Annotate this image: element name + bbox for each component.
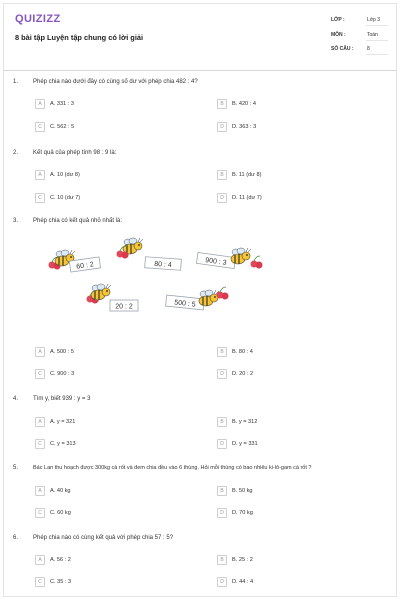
question-text: Phép chia có kết quả nhỏ nhất là: <box>33 218 123 224</box>
option-text: B. 80 : 4 <box>232 348 253 355</box>
option-letter-box: C <box>35 122 45 132</box>
meta-underline <box>366 40 388 41</box>
option-a[interactable] <box>35 346 74 357</box>
meta-label-count: SỐ CÂU : <box>331 46 354 52</box>
option-text: B. y = 312 <box>232 418 258 425</box>
option-d[interactable] <box>217 438 258 449</box>
question-number: 6. <box>13 535 19 541</box>
option-letter-box: B <box>217 555 227 565</box>
meta-value-class: Lớp 3 <box>367 17 381 23</box>
option-letter-box: A <box>35 347 45 357</box>
option-text: A. 331 : 3 <box>50 100 74 107</box>
option-b[interactable] <box>217 485 253 496</box>
card-expression: 900 : 3 <box>204 257 227 267</box>
option-text: D. 11 (dư 7) <box>232 194 262 201</box>
option-letter-box: A <box>35 99 45 109</box>
option-b[interactable] <box>217 346 253 357</box>
option-letter-box: A <box>35 486 45 496</box>
meta-value-subject: Toán <box>367 32 378 38</box>
option-letter-box: B <box>217 170 227 180</box>
meta-label-subject: MÔN : <box>331 32 346 38</box>
option-b[interactable] <box>217 416 257 427</box>
question-text: Phép chia nào có cùng kết quả với phép chia 57 : 5? <box>33 535 174 541</box>
option-text: A. 500 : 5 <box>50 348 74 355</box>
option-a[interactable] <box>35 98 74 109</box>
option-text: D. 20 : 2 <box>232 370 254 377</box>
option-d[interactable] <box>217 576 253 587</box>
option-text: C. y = 313 <box>50 440 76 447</box>
option-text: B. 420 : 4 <box>232 100 256 107</box>
option-d[interactable] <box>217 368 253 379</box>
card-expression: 500 : 5 <box>173 299 196 309</box>
bee-card-2 <box>117 238 182 270</box>
option-text: C. 900 : 3 <box>50 370 75 377</box>
option-a[interactable] <box>35 169 80 180</box>
option-letter-box: D <box>217 122 227 132</box>
meta-label-class: LỚP : <box>331 17 345 23</box>
option-text: D. 70 kg <box>232 509 253 516</box>
option-c[interactable] <box>35 368 74 379</box>
meta-underline <box>366 25 388 26</box>
question-number: 1. <box>13 79 19 85</box>
bee-card-5 <box>166 287 229 310</box>
option-letter-box: B <box>217 417 227 427</box>
bee-card-4 <box>87 284 139 311</box>
question-text: Bác Lan thu hoạch được 300kg cà rốt và đem chia đều vào 6 thùng. Hỏi mỗi thùng có bao nhiêu ki-lô-gam cà rốt ? <box>33 465 312 471</box>
option-text: B. 11 (dư 8) <box>232 171 262 178</box>
option-letter-box: B <box>217 486 227 496</box>
option-text: A. 40 kg <box>50 487 71 494</box>
option-c[interactable] <box>35 121 74 132</box>
option-letter-box: D <box>217 508 227 518</box>
question-text: Tìm y, biết 939 : y = 3 <box>33 396 91 402</box>
question-text: Phép chia nào dưới đây có cùng số dư với phép chia 482 : 4? <box>33 79 198 85</box>
card-expression: 20 : 2 <box>115 303 133 311</box>
option-text: D. 44 : 4 <box>232 578 254 585</box>
option-letter-box: D <box>217 439 227 449</box>
option-letter-box: C <box>35 577 45 587</box>
option-letter-box: A <box>35 417 45 427</box>
option-text: C. 562 : 5 <box>50 123 75 130</box>
option-text: A. 56 : 2 <box>50 556 71 563</box>
option-text: B. 25 : 2 <box>232 556 253 563</box>
option-b[interactable] <box>217 169 261 180</box>
option-letter-box: C <box>35 439 45 449</box>
option-c[interactable] <box>35 438 76 449</box>
question-illustration <box>40 235 270 325</box>
meta-value-count: 8 <box>367 46 370 52</box>
question-number: 4. <box>13 396 19 402</box>
option-letter-box: D <box>217 577 227 587</box>
question-number: 2. <box>13 150 19 156</box>
option-a[interactable] <box>35 416 75 427</box>
option-d[interactable] <box>217 121 256 132</box>
option-b[interactable] <box>217 554 253 565</box>
option-letter-box: C <box>35 193 45 203</box>
question-number: 3. <box>13 218 19 224</box>
option-letter-box: C <box>35 369 45 379</box>
quizizz-logo: QUIZIZZ <box>15 13 61 25</box>
option-letter-box: A <box>35 170 45 180</box>
option-text: D. 363 : 3 <box>232 123 257 130</box>
option-a[interactable] <box>35 485 71 496</box>
option-text: A. 10 (dư 8) <box>50 171 80 178</box>
bee-card-1 <box>49 250 101 272</box>
option-text: C. 35 : 3 <box>50 578 72 585</box>
option-text: B. 50 kg <box>232 487 253 494</box>
option-a[interactable] <box>35 554 71 565</box>
option-letter-box: C <box>35 508 45 518</box>
option-c[interactable] <box>35 192 80 203</box>
card-expression: 60 : 2 <box>75 261 95 271</box>
option-d[interactable] <box>217 192 262 203</box>
option-text: D. y = 331 <box>232 440 258 447</box>
option-d[interactable] <box>217 507 253 518</box>
option-letter-box: D <box>217 193 227 203</box>
option-c[interactable] <box>35 576 71 587</box>
option-text: C. 60 kg <box>50 509 71 516</box>
option-text: C. 10 (dư 7) <box>50 194 81 201</box>
option-letter-box: A <box>35 555 45 565</box>
worksheet-title: 8 bài tập Luyện tập chung có lời giải <box>15 33 144 42</box>
question-number: 5. <box>13 465 19 471</box>
option-letter-box: B <box>217 99 227 109</box>
option-letter-box: B <box>217 347 227 357</box>
card-expression: 80 : 4 <box>153 260 172 270</box>
option-letter-box: D <box>217 369 227 379</box>
header-divider <box>3 70 397 71</box>
option-b[interactable] <box>217 98 256 109</box>
option-text: A. y = 321 <box>50 418 76 425</box>
bee-card-3 <box>196 248 262 269</box>
option-c[interactable] <box>35 507 71 518</box>
meta-underline <box>366 54 388 55</box>
question-text: Kết quả của phép tính 98 : 9 là: <box>33 150 117 156</box>
